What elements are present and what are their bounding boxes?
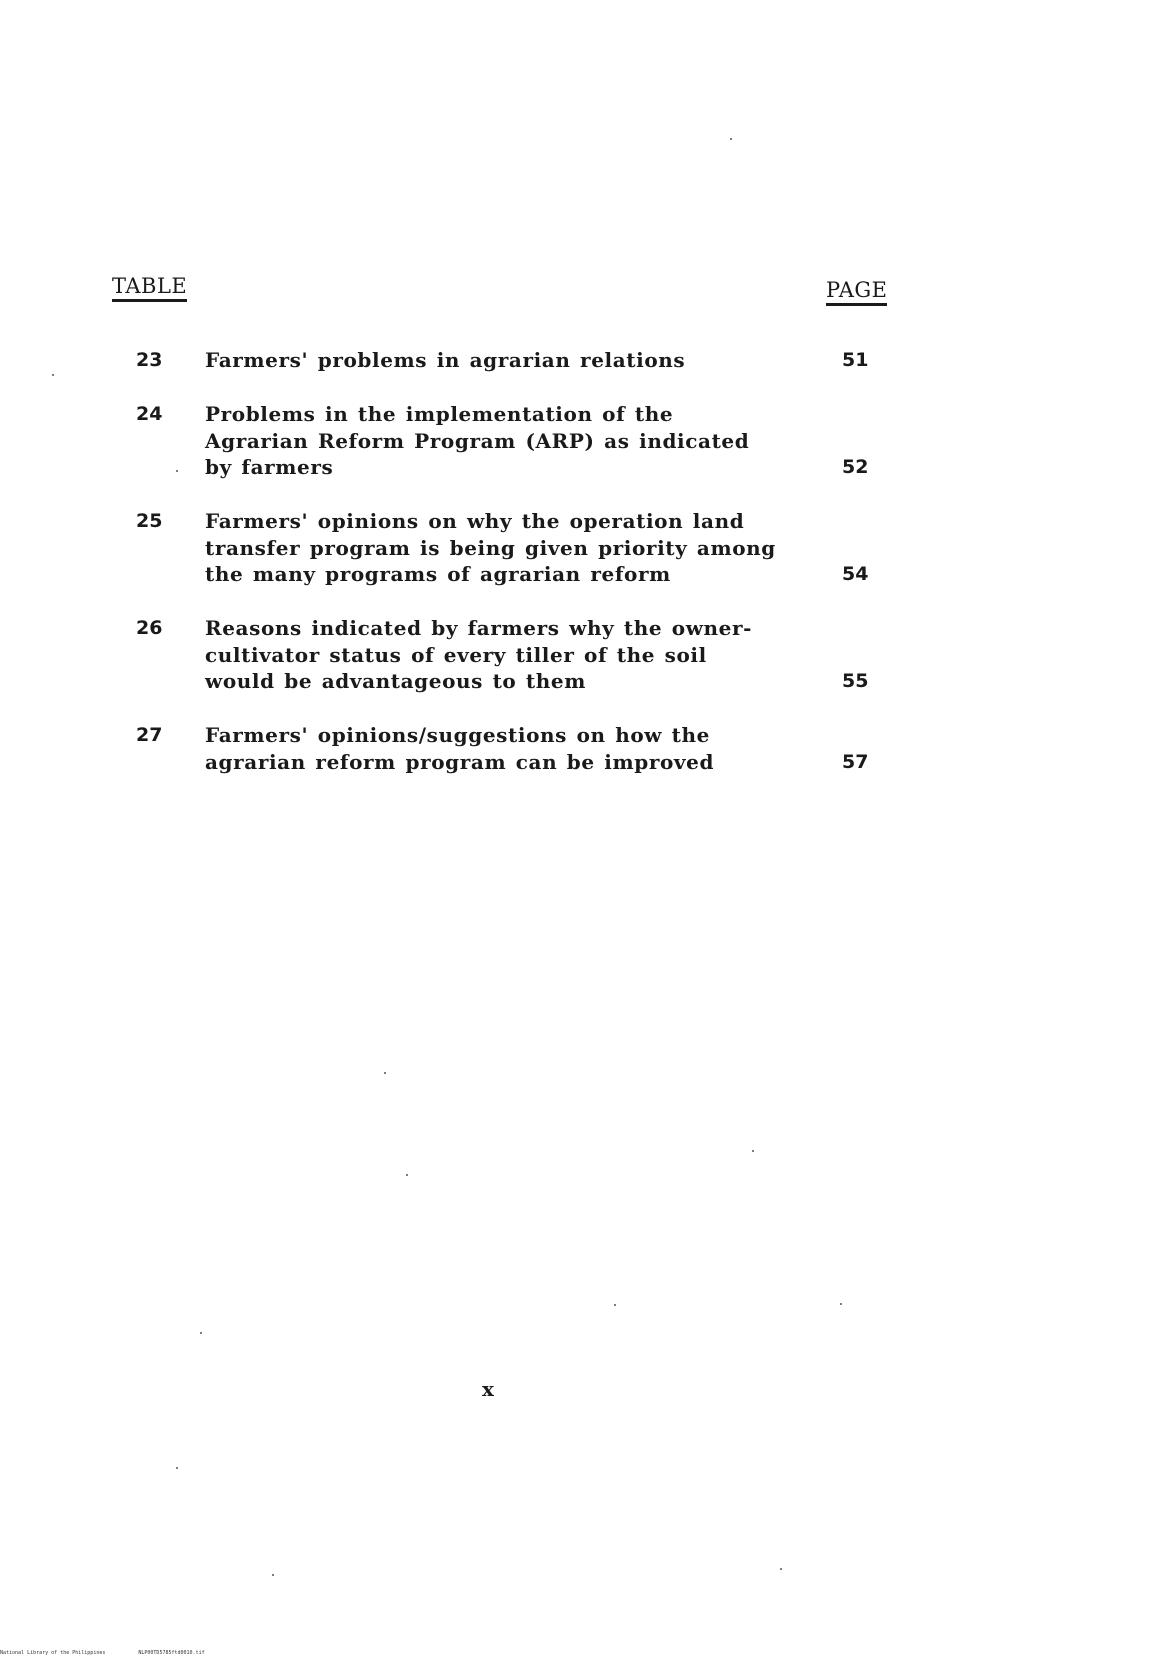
- title-line: Farmers' opinions on why the operation land: [205, 509, 745, 533]
- table-number: 23: [136, 349, 163, 371]
- scan-speck: [176, 1467, 178, 1469]
- table-title: [205, 615, 805, 695]
- page-number: 55: [842, 670, 869, 692]
- page-number: 54: [842, 563, 869, 585]
- page-column-header: PAGE: [826, 280, 887, 306]
- scan-speck: [614, 1304, 616, 1306]
- title-line: Farmers' problems in agrarian relations: [205, 348, 686, 372]
- table-number: 25: [136, 510, 163, 532]
- title-line: Farmers' opinions/suggestions on how the: [205, 723, 710, 747]
- page-number: 51: [842, 349, 869, 371]
- scan-speck: [730, 138, 732, 140]
- table-number: 27: [136, 724, 163, 746]
- table-number: 24: [136, 403, 163, 425]
- scan-speck: [780, 1568, 782, 1570]
- scan-speck: [200, 1332, 202, 1334]
- scan-filename: NLP00TD5785ftd0010.tif: [138, 1650, 205, 1656]
- page-folio: x: [482, 1377, 494, 1401]
- title-line: cultivator status of every tiller of the soil: [205, 642, 707, 667]
- scan-speck: [272, 1574, 274, 1576]
- title-line: would be advantageous to them: [205, 669, 586, 693]
- title-line: Agrarian Reform Program (ARP) as indicated: [205, 428, 750, 453]
- library-name: National Library of the Philippines: [0, 1650, 106, 1656]
- scan-speck: [52, 374, 54, 376]
- title-line: agrarian reform program can be improved: [205, 749, 715, 774]
- title-line: transfer program is being given priority among: [205, 535, 776, 560]
- title-line: Reasons indicated by farmers why the owner-: [205, 616, 753, 640]
- scan-speck: [176, 470, 178, 472]
- scan-footer: [0, 1650, 235, 1656]
- page-number: 57: [842, 751, 869, 773]
- table-title: [205, 508, 805, 588]
- title-line: Problems in the implementation of the: [205, 402, 674, 426]
- page-number: 52: [842, 456, 869, 478]
- table-title: [205, 401, 805, 481]
- table-column-header: TABLE: [112, 276, 187, 302]
- title-line: the many programs of agrarian reform: [205, 562, 671, 586]
- table-number: 26: [136, 617, 163, 639]
- scan-speck: [840, 1303, 842, 1305]
- scan-speck: [406, 1174, 408, 1176]
- scan-speck: [752, 1150, 754, 1152]
- title-line: by farmers: [205, 455, 334, 479]
- table-title: [205, 347, 805, 374]
- table-title: [205, 722, 805, 775]
- scan-speck: [384, 1072, 386, 1074]
